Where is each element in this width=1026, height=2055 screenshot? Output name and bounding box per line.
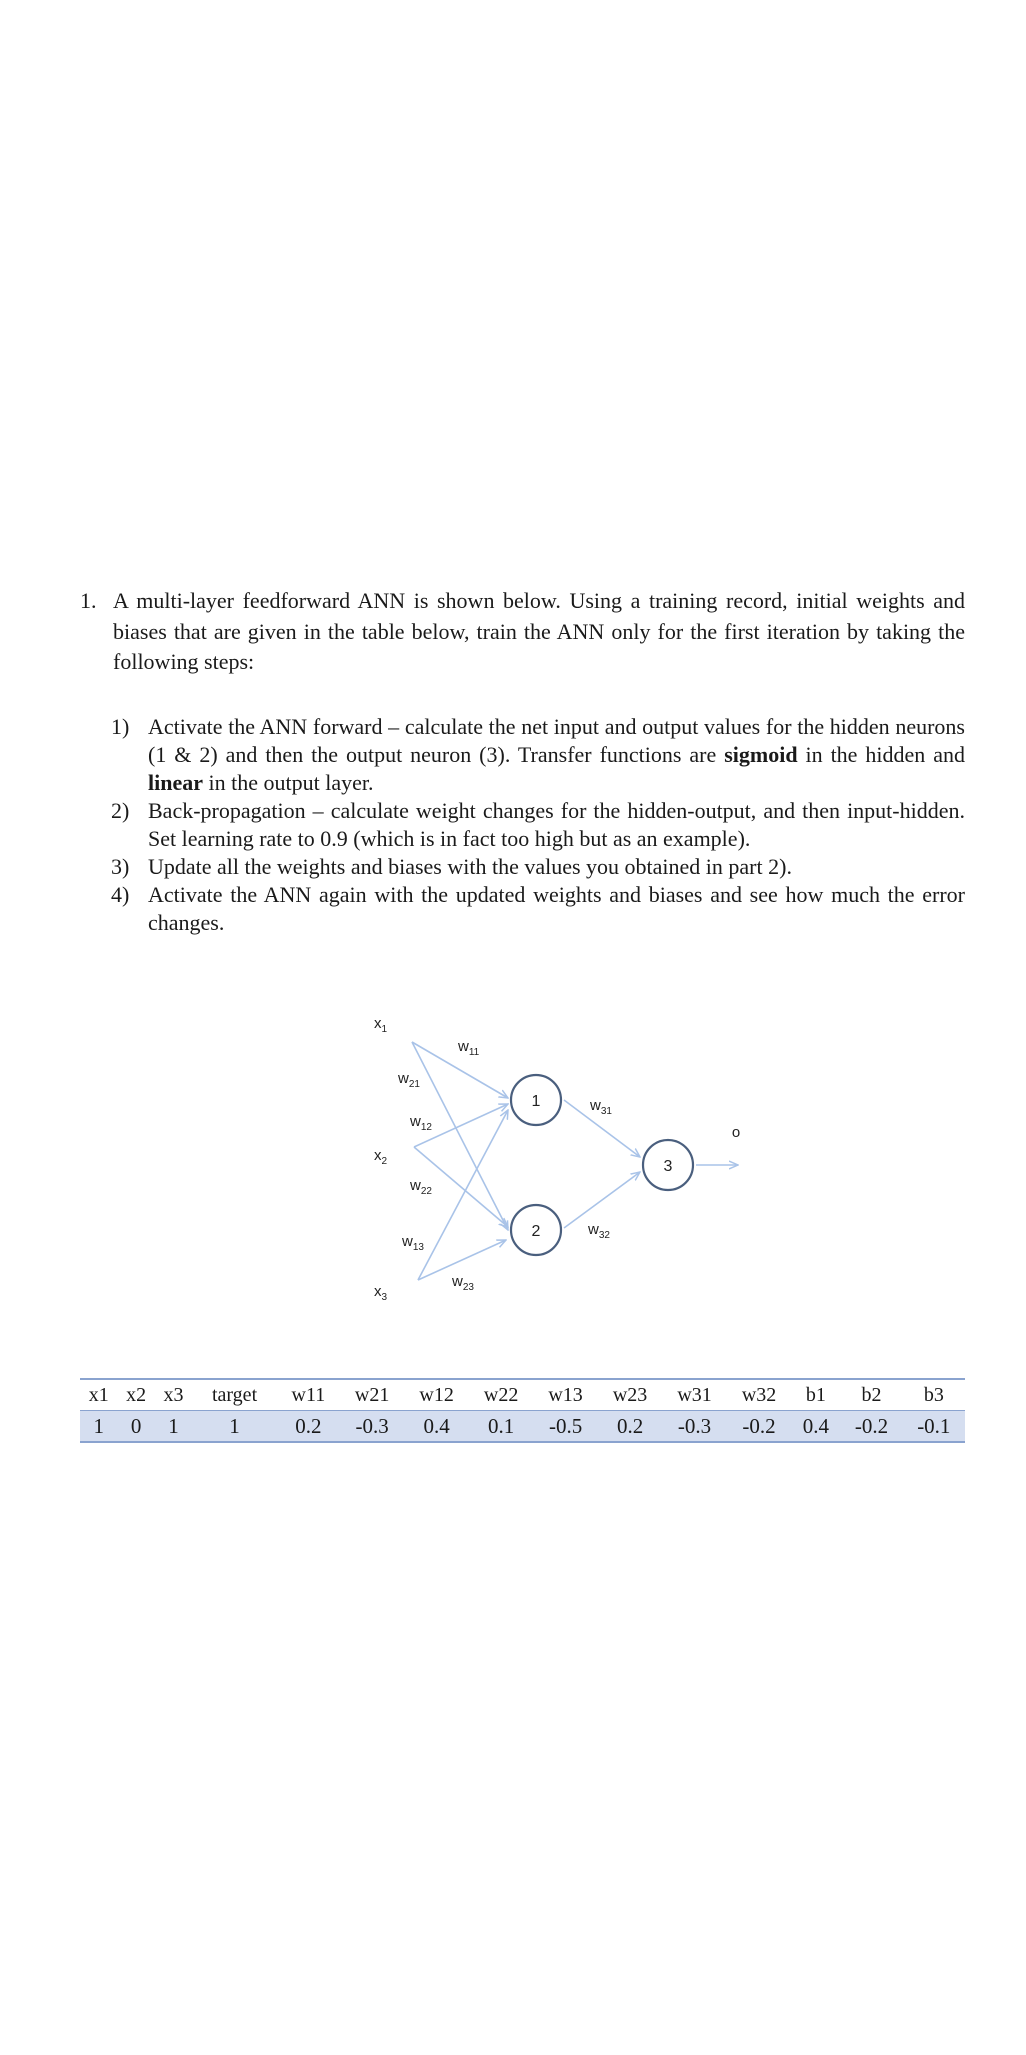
table-cell: -0.2	[742, 1413, 776, 1438]
step-text: Activate the ANN forward – calculate the net input and output values for the hidden neurons (1 & 2) and then the output neuron (3). Transfer functions are	[148, 714, 965, 767]
step-4	[111, 881, 965, 937]
input-x2-sub: 2	[381, 1156, 388, 1167]
header-cell: b1	[805, 1383, 826, 1406]
input-x3-sub: 3	[381, 1292, 388, 1303]
header-cell: w13	[548, 1383, 583, 1406]
table-cell: -0.2	[854, 1413, 889, 1438]
header-cell: x1	[88, 1383, 109, 1406]
header-cell: w11	[291, 1383, 326, 1406]
weight-w32-label	[587, 1221, 610, 1241]
neuron-3-label: 3	[663, 1158, 673, 1175]
weight-w31-sub: 31	[600, 1106, 612, 1117]
neuron-1-label: 1	[531, 1093, 541, 1110]
weight-w32-sub: 32	[598, 1230, 610, 1241]
weight-w22-sub: 22	[420, 1186, 432, 1197]
table-cell: 0.2	[295, 1413, 322, 1438]
input-x3-main: x	[374, 1283, 382, 1300]
question-text: A multi-layer feedforward ANN is shown below. Using a training record, initial weights and biases that are given in the table below, train the ANN only for the first iteration by taking the following steps:	[113, 588, 965, 674]
table-cell: -0.3	[677, 1413, 712, 1438]
table-cell: -0.3	[355, 1413, 389, 1438]
weight-w23-label	[451, 1273, 474, 1293]
header-cell: x3	[163, 1383, 184, 1406]
weight-w22-main: w	[410, 1177, 421, 1194]
table-cell: 1	[93, 1413, 104, 1438]
step-text: Activate the ANN again with the updated weights and biases and see how much the error changes.	[148, 882, 965, 935]
weight-w11-label	[457, 1038, 480, 1058]
table-cell: 0.4	[423, 1413, 450, 1438]
weight-w31-main: w	[590, 1097, 601, 1114]
header-cell: b2	[861, 1383, 882, 1406]
input-x1-main: x	[374, 1015, 382, 1032]
weight-w11-sub: 11	[468, 1047, 480, 1058]
weight-w21-sub: 21	[408, 1079, 420, 1090]
weight-w32-main: w	[588, 1221, 599, 1238]
input-x1-sub: 1	[381, 1024, 388, 1035]
connection-n2-n3	[564, 1172, 640, 1228]
question-number: 1.	[80, 588, 97, 613]
step-text: Back-propagation – calculate weight changes for the hidden-output, and then input-hidden. Set learning rate to 0.9 (which is in fact too high but as an example).	[148, 798, 965, 851]
table-cell: 1	[168, 1413, 179, 1438]
step-bold-sigmoid: sigmoid	[724, 742, 798, 767]
weight-w12-main: w	[410, 1113, 421, 1130]
step-1	[111, 713, 965, 797]
header-cell: w22	[483, 1383, 519, 1406]
table-cell: 0.2	[616, 1413, 644, 1438]
question-block	[80, 586, 965, 678]
step-text: in the hidden and	[797, 742, 965, 767]
table-cell: 0.4	[802, 1413, 829, 1438]
weight-w11-main: w	[458, 1038, 469, 1055]
output-o-label: o	[731, 1124, 741, 1141]
weight-w21-main: w	[398, 1070, 409, 1087]
weights-table	[80, 1378, 965, 1443]
table-row	[80, 1411, 965, 1443]
weight-w13-main: w	[402, 1233, 413, 1250]
step-2	[111, 797, 965, 853]
step-number: 2)	[111, 798, 130, 823]
step-text: Update all the weights and biases with the values you obtained in part 2).	[148, 854, 792, 879]
input-x1-label	[374, 1015, 388, 1035]
table-header-row	[80, 1379, 965, 1411]
input-x2-label	[374, 1147, 388, 1167]
step-number: 4)	[111, 882, 130, 907]
step-number: 3)	[111, 854, 130, 879]
header-cell: w32	[741, 1383, 777, 1406]
ann-diagram	[350, 990, 790, 1320]
weight-w12-sub: 12	[420, 1122, 432, 1133]
header-cell: w21	[354, 1383, 390, 1406]
weight-w23-sub: 23	[462, 1282, 474, 1293]
steps-list	[111, 713, 965, 937]
weight-w21-label	[397, 1070, 420, 1090]
input-x3-label	[374, 1283, 388, 1303]
weight-w12-label	[409, 1113, 432, 1133]
weight-w22-label	[409, 1177, 432, 1197]
table-cell: -0.1	[917, 1413, 951, 1438]
step-3	[111, 853, 965, 881]
weight-w13-sub: 13	[412, 1242, 424, 1253]
table-cell: 0.1	[487, 1413, 515, 1438]
table-cell: 1	[229, 1413, 240, 1438]
table-cell: 0	[130, 1413, 142, 1438]
step-number: 1)	[111, 714, 130, 739]
header-cell: target	[211, 1383, 258, 1406]
weight-w23-main: w	[452, 1273, 463, 1290]
header-cell: w23	[612, 1383, 648, 1406]
weight-w31-label	[589, 1097, 612, 1117]
step-bold-linear: linear	[148, 770, 203, 795]
header-cell: w12	[419, 1383, 454, 1406]
input-x2-main: x	[374, 1147, 382, 1164]
weight-w13-label	[401, 1233, 424, 1253]
header-cell: w31	[677, 1383, 712, 1406]
neuron-2-label: 2	[531, 1223, 541, 1240]
table-cell: -0.5	[548, 1413, 583, 1438]
step-text: in the output layer.	[203, 770, 374, 795]
header-cell: b3	[923, 1383, 944, 1406]
header-cell: x2	[126, 1383, 147, 1406]
